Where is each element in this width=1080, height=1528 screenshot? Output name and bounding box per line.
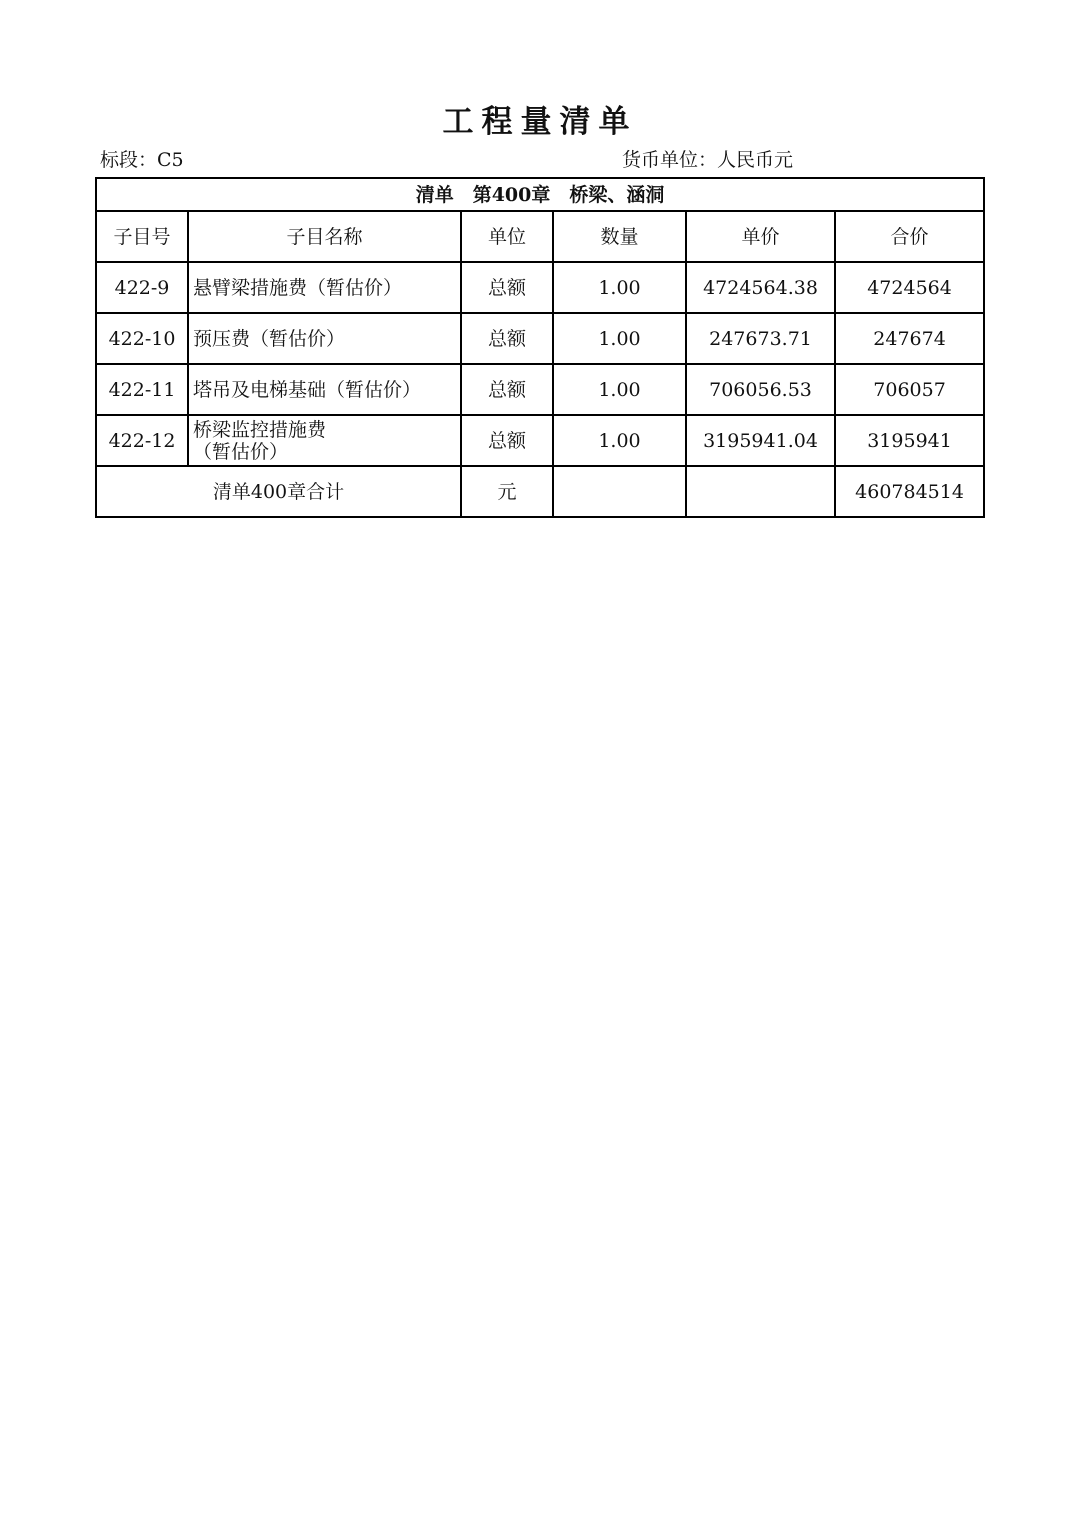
- item-unit-price: 4724564.38: [686, 262, 835, 313]
- item-name: [188, 364, 461, 415]
- total-quantity: [553, 466, 686, 517]
- table-row: [96, 364, 984, 415]
- header-unit-price: 单价: [686, 211, 835, 262]
- total-unit: 元: [461, 466, 553, 517]
- chapter-row: [96, 178, 984, 211]
- item-code: 422-12: [96, 415, 188, 466]
- item-name-text: 桥梁监控措施费: [193, 418, 327, 441]
- item-unit: 总额: [461, 313, 553, 364]
- currency-label: 货币单位：人民币元: [622, 149, 794, 171]
- item-code: 422-11: [96, 364, 188, 415]
- table-row: [96, 313, 984, 364]
- item-name-text: 预压费（暂估价）: [193, 327, 346, 350]
- header-row: [96, 211, 984, 262]
- total-amount: 460784514: [835, 466, 984, 517]
- header-name: 子目名称: [188, 211, 461, 262]
- item-unit: 总额: [461, 364, 553, 415]
- header-code: 子目号: [96, 211, 188, 262]
- item-unit-price: 706056.53: [686, 364, 835, 415]
- document-title: 工程量清单: [442, 104, 638, 140]
- total-label: 清单400章合计: [96, 466, 461, 517]
- header-unit: 单位: [461, 211, 553, 262]
- item-name-text: 塔吊及电梯基础（暂估价）: [193, 378, 422, 401]
- table-row: [96, 415, 984, 466]
- header-quantity: 数量: [553, 211, 686, 262]
- item-unit: 总额: [461, 415, 553, 466]
- item-quantity: 1.00: [553, 313, 686, 364]
- total-row: [96, 466, 984, 517]
- item-code: 422-9: [96, 262, 188, 313]
- item-name: [188, 415, 461, 466]
- header-total-price: 合价: [835, 211, 984, 262]
- item-quantity: 1.00: [553, 262, 686, 313]
- item-name-text-line2: （暂估价）: [193, 440, 289, 463]
- item-name-text: 悬臂梁措施费（暂估价）: [193, 276, 403, 299]
- item-quantity: 1.00: [553, 364, 686, 415]
- item-quantity: 1.00: [553, 415, 686, 466]
- chapter-title: 清单 第400章 桥梁、涵洞: [96, 178, 984, 211]
- item-total-price: 247674: [835, 313, 984, 364]
- item-name: [188, 262, 461, 313]
- section-label: 标段：C5: [100, 149, 184, 171]
- item-code: 422-10: [96, 313, 188, 364]
- item-name: [188, 313, 461, 364]
- item-unit: 总额: [461, 262, 553, 313]
- table-row: [96, 262, 984, 313]
- item-total-price: 706057: [835, 364, 984, 415]
- bill-of-quantities-table: [95, 177, 985, 518]
- item-total-price: 4724564: [835, 262, 984, 313]
- item-unit-price: 247673.71: [686, 313, 835, 364]
- item-total-price: 3195941: [835, 415, 984, 466]
- item-unit-price: 3195941.04: [686, 415, 835, 466]
- total-unit-price: [686, 466, 835, 517]
